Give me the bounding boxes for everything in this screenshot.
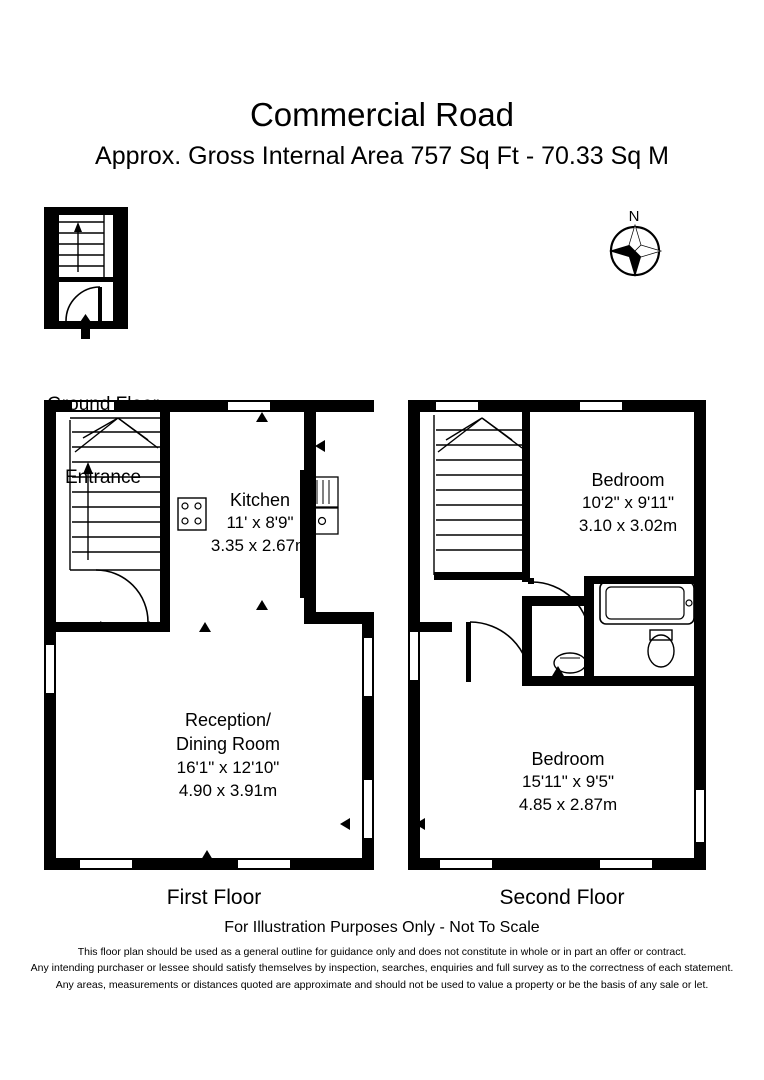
ground-floor-entrance-plan [44, 207, 128, 339]
room-bedroom-2-metric: 4.85 x 2.87m [518, 795, 618, 815]
disclaimer [0, 944, 764, 993]
room-bedroom-1-name: Bedroom [591, 470, 665, 490]
entrance-label-line2: Entrance [64, 466, 142, 488]
bathroom-fixtures-icon [554, 582, 694, 673]
room-kitchen-name: Kitchen [229, 490, 291, 510]
room-bedroom-1 [538, 468, 718, 538]
room-kitchen-metric: 3.35 x 2.67m [210, 536, 310, 556]
room-reception-name-line1: Reception/ [184, 710, 272, 730]
room-bedroom-1-imperial: 10'2" x 9'11" [582, 493, 674, 513]
floor-label-first: First Floor [166, 886, 262, 909]
disclaimer-line-2: Any intending purchaser or lessee should satisfy themselves by inspection, searches, enquiries and full survey as to the correctness of each statement. [30, 962, 734, 975]
illustration-note: For Illustration Purposes Only - Not To Scale [224, 919, 540, 936]
compass-north-label: N [628, 208, 640, 225]
room-reception-imperial: 16'1" x 12'10" [176, 757, 280, 777]
room-reception-metric: 4.90 x 3.91m [178, 780, 278, 800]
floor-label-second: Second Floor [499, 886, 625, 909]
disclaimer-line-1: This floor plan should be used as a general outline for guidance only and does not constitute in whole or in part an offer or contract. [77, 946, 687, 958]
room-bedroom-2-imperial: 15'11" x 9'5" [522, 772, 614, 792]
page-title: Commercial Road [249, 96, 515, 133]
entrance-label-line1: Ground Floor [47, 393, 159, 415]
room-reception-name-line2: Dining Room [175, 734, 281, 755]
disclaimer-line-3: Any areas, measurements or distances quoted are approximate and should not be used to value a property or be the basis of any sale or let. [55, 978, 709, 991]
room-kitchen-imperial: 11' x 8'9" [226, 513, 294, 533]
compass-rose-icon [609, 225, 661, 277]
room-bedroom-1-metric: 3.10 x 3.02m [578, 516, 678, 536]
room-bedroom-2-name: Bedroom [531, 749, 605, 769]
room-bedroom-2 [468, 747, 668, 817]
entrance-arrow-icon [76, 314, 95, 339]
area-subtitle: Approx. Gross Internal Area 757 Sq Ft - 70.33 Sq M [95, 142, 669, 170]
room-reception-dining [118, 708, 338, 802]
room-kitchen [170, 488, 350, 558]
